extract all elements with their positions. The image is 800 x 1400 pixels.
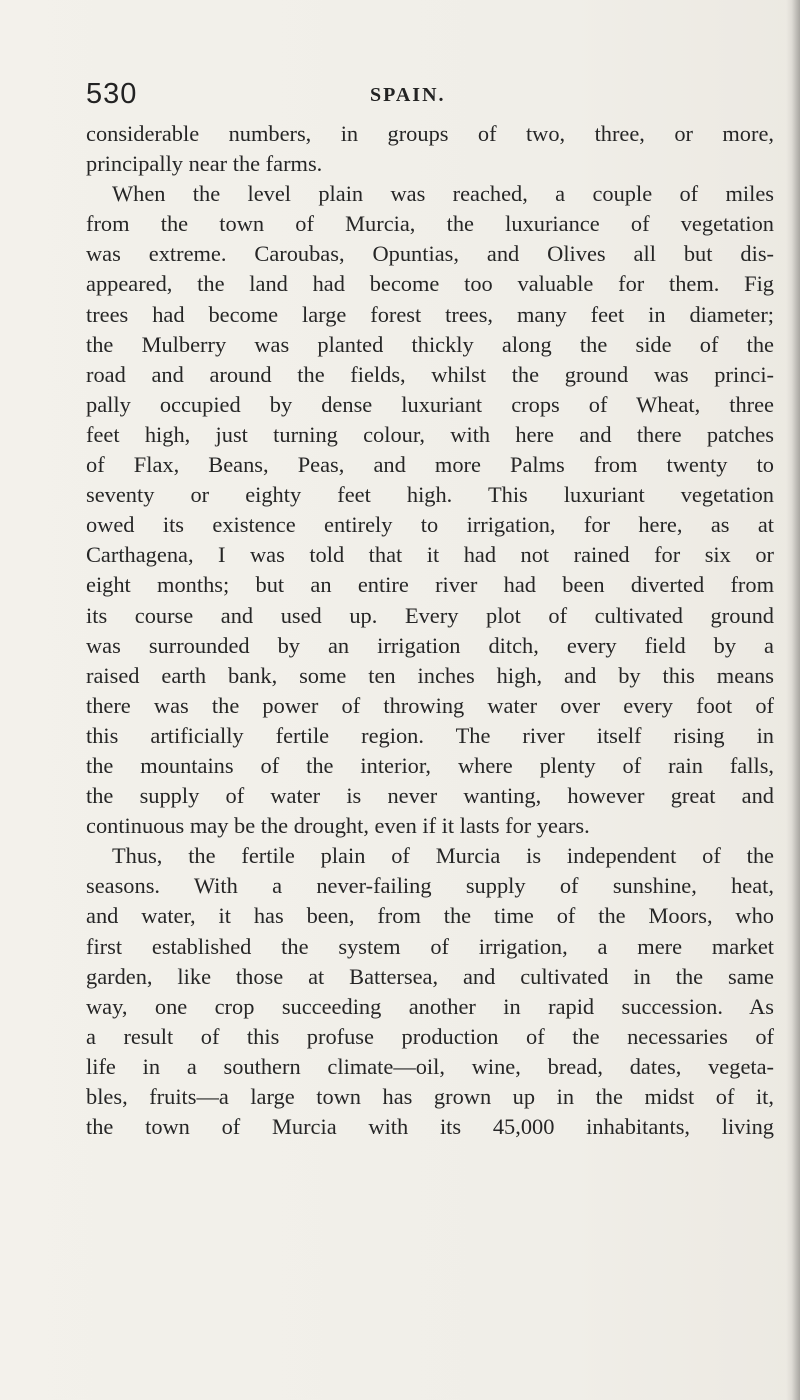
text-line: seventy or eighty feet high. This luxuriant vegetation <box>86 482 774 508</box>
text-line: feet high, just turning colour, with here and there patches <box>86 421 774 447</box>
text-line: bles, fruits—a large town has grown up in the midst of it, <box>86 1084 774 1109</box>
text-line: considerable numbers, in groups of two, three, or more, <box>86 121 774 146</box>
text-line: the town of Murcia with its 45,000 inhabitants, living <box>86 1114 774 1140</box>
text-line: pally occupied by dense luxuriant crops of Wheat, three <box>86 391 774 417</box>
text-line: and water, it has been, from the time of the Moors, who <box>86 903 774 929</box>
text-line: road and around the fields, whilst the ground was princi- <box>86 361 774 387</box>
text-line: this artificially fertile region. The river itself rising in <box>86 722 774 748</box>
text-line: the supply of water is never wanting, however great and <box>86 783 774 809</box>
text-line: Thus, the fertile plain of Murcia is independent of the <box>112 843 774 869</box>
text-line: trees had become large forest trees, many feet in diameter; <box>86 301 774 327</box>
text-line: continuous may be the drought, even if it lasts for years. <box>86 813 590 839</box>
text-line: the mountains of the interior, where plenty of rain falls, <box>86 752 774 778</box>
text-line: raised earth bank, some ten inches high, and by this means <box>86 662 774 688</box>
text-line: Carthagena, I was told that it had not rained for six or <box>86 542 774 568</box>
text-line: first established the system of irrigation, a mere market <box>86 933 774 959</box>
text-line: way, one crop succeeding another in rapid succession. As <box>86 993 774 1019</box>
text-line: was surrounded by an irrigation ditch, every field by a <box>86 632 774 658</box>
text-line: garden, like those at Battersea, and cultivated in the same <box>86 963 774 989</box>
page-edge-shadow <box>786 0 800 1400</box>
text-line: eight months; but an entire river had been diverted from <box>86 572 774 598</box>
text-line: When the level plain was reached, a couple of miles <box>112 181 774 207</box>
running-head: SPAIN. <box>370 84 446 106</box>
text-line: appeared, the land had become too valuable for them. Fig <box>86 271 774 297</box>
text-line: from the town of Murcia, the luxuriance of vegetation <box>86 211 774 237</box>
text-line: seasons. With a never-failing supply of sunshine, heat, <box>86 873 774 899</box>
page-number: 530 <box>86 78 138 110</box>
text-line: of Flax, Beans, Peas, and more Palms from twenty to <box>86 452 774 478</box>
body-text <box>86 119 774 1142</box>
text-line: owed its existence entirely to irrigation, for here, as at <box>86 512 774 538</box>
text-line: there was the power of throwing water over every foot of <box>86 692 774 718</box>
text-line: life in a southern climate—oil, wine, bread, dates, vegeta- <box>86 1053 774 1079</box>
text-line: a result of this profuse production of the necessaries of <box>86 1023 774 1049</box>
text-line: principally near the farms. <box>86 151 323 177</box>
text-line: the Mulberry was planted thickly along the side of the <box>86 331 774 357</box>
text-line: its course and used up. Every plot of cultivated ground <box>86 602 774 628</box>
page-header <box>86 78 774 114</box>
text-line: was extreme. Caroubas, Opuntias, and Olives all but dis- <box>86 241 774 267</box>
